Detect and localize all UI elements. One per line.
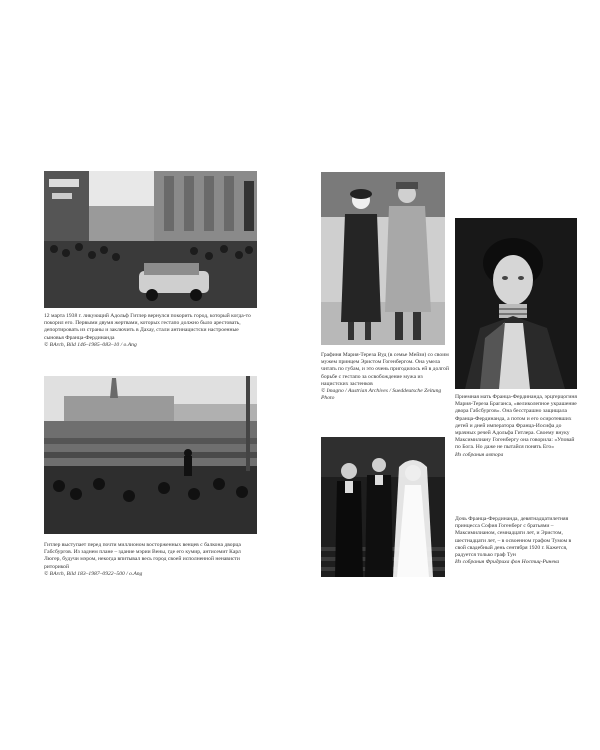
speech-photo <box>44 376 257 534</box>
couple-caption <box>321 352 451 402</box>
speech-caption-text: Гитлер выступает перед почти миллионом восторженных венцев с балкона дворца Габсбургов. Из заднем плане – здание мэрии Вены, где его кумир, антисемит Карл Люгер, будучи мэром, некогда впитывал весь город своей исполненной ненависти риторикой <box>44 542 241 570</box>
motorcade-caption-text: 12 марта 1938 г. ликующий Адольф Гитлер вернулся покорить город, который когда-то покорил его. Первыми двумя жертвами, которых гестапо должно было арестовать, депортировать из страны и заключить в Дахау, стали антинацистски настроенные сыновья Франца-Фердинанда <box>44 313 251 341</box>
wedding-photo <box>321 437 445 577</box>
couple-caption-text: Графиня Мария-Тереза Вуд (в семье Мейзи) со своим мужем принцем Эристом Гогенбергом. Она умела читать по губам, и это очень пригодилось ей в долгой борьбе с гестапо за освобождение мужа из нацистских застенков <box>321 352 449 387</box>
motorcade-caption <box>44 313 259 349</box>
wedding-caption-text: Дочь Франца-Фердинанда, девятнадцатилетняя принцесса София Гогенберг с братьями – Максимилианом, семнадцати лет, и Эристом, шестнадцати лет, – в освоенном графом Тумом в свой свадебный день сентября 1920 г. Кажется, радуется только граф Тун <box>455 516 572 559</box>
wedding-caption <box>455 516 583 566</box>
wedding-caption-credit: Из собрания Фридриха фон Ностиц-Ринека <box>455 559 560 566</box>
portrait-caption <box>455 394 581 459</box>
portrait-caption-text: Приемная мать Франца-Фердинанда, эрцгерцогиня Мария-Тереза Браганса, «великолепное украшение двора Габсбургов». Она бесстрашно защищала Франца-Фердинанда, а потом и его осиротевших детей и дней императора Франца-Иосифа до мрачных речей Адольфа Гитлера. Своему внуку Максимилиану Гогенбергу она говорила: «Уповай по Бога. Но даже не пытайся понять Его» <box>455 394 577 451</box>
speech-caption <box>44 542 259 578</box>
couple-caption-credit: © Imagno / Austrian Archives / Sueddeutsche Zeitung Photo <box>321 388 442 402</box>
portrait-caption-credit: Из собрания автора <box>455 451 504 458</box>
speech-caption-credit: © BArch, Bild 183–1987–0922–500 / o.Ang <box>44 570 143 577</box>
motorcade-caption-credit: © BArch, Bild 146–1985–083–10 / o.Ang <box>44 341 137 348</box>
portrait-photo <box>455 218 577 389</box>
motorcade-photo <box>44 171 257 308</box>
couple-photo <box>321 172 445 345</box>
